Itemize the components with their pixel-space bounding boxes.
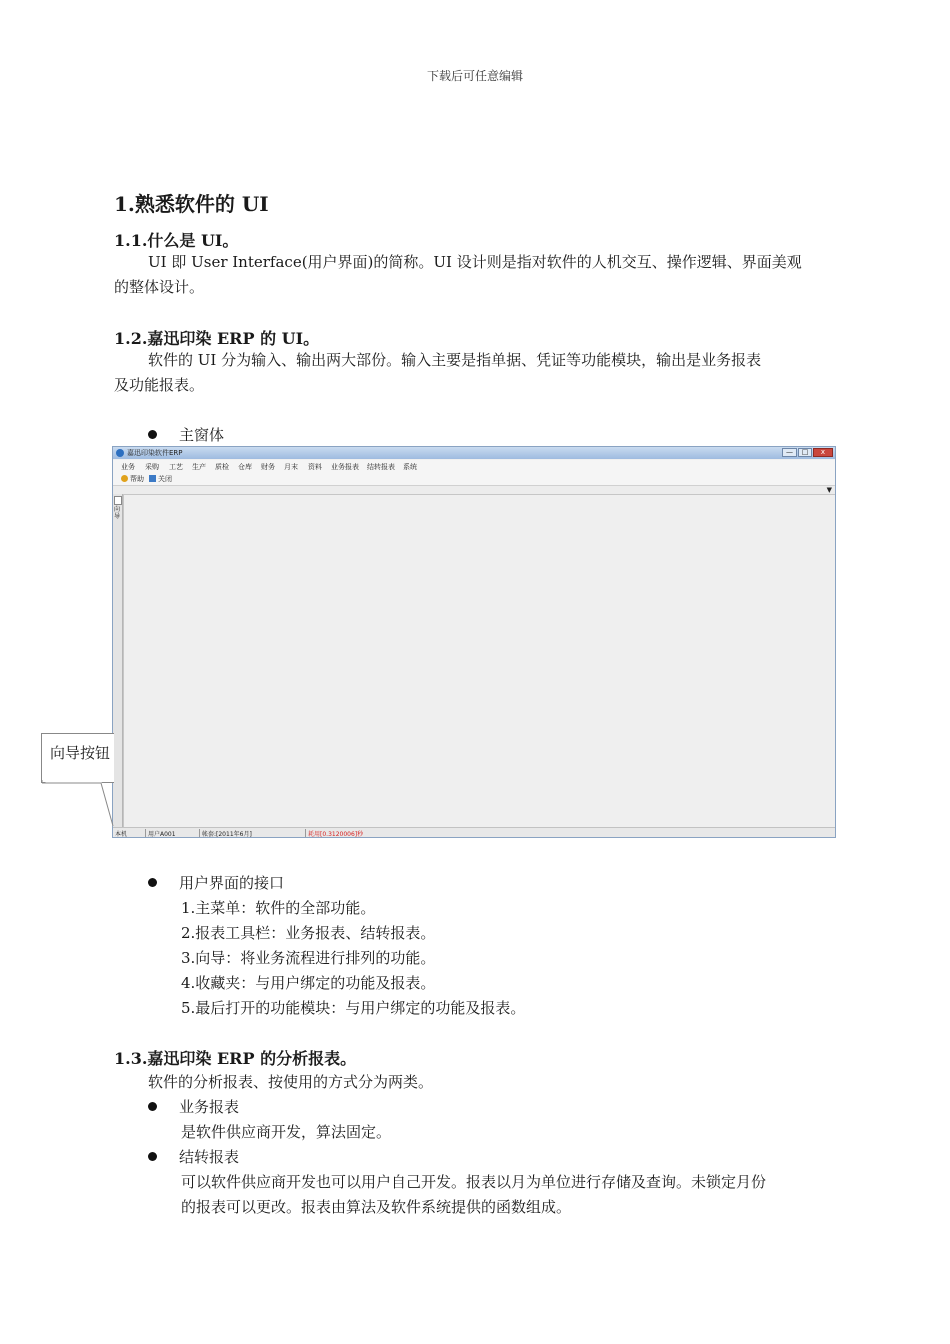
status-user: 用户A001	[145, 829, 176, 838]
wizard-button-callout: 向导按钮	[41, 733, 114, 783]
erp-title-bar	[113, 447, 835, 459]
menu-item-purchase[interactable]: 采购	[145, 463, 159, 471]
section-1-2-line-1: 软件的 UI 分为输入、输出两大部份。输入主要是指单据、凭证等功能模块，输出是业务报表	[148, 351, 762, 369]
erp-main-menu	[113, 460, 835, 471]
interface-item: 1.主菜单：软件的全部功能。	[181, 899, 376, 917]
page-header-note: 下载后可任意编辑	[426, 69, 523, 83]
wizard-tab-label: 向导	[114, 506, 121, 520]
bullet-interface-label: 用户界面的接口	[179, 874, 285, 892]
exit-button[interactable]	[149, 474, 172, 484]
erp-window-title: 嘉迅印染软件ERP	[127, 449, 183, 457]
app-logo-icon	[116, 449, 124, 457]
business-reports-desc: 是软件供应商开发，算法固定。	[181, 1123, 392, 1141]
menu-item-warehouse[interactable]: 仓库	[238, 463, 252, 471]
status-elapsed-time: 耗用[0.3120006]秒	[305, 829, 363, 838]
menu-item-process[interactable]: 工艺	[169, 463, 183, 471]
section-1-3-intro: 软件的分析报表、按使用的方式分为两类。	[148, 1073, 434, 1091]
bullet-dot-icon	[148, 1152, 157, 1161]
exit-button-label: 关闭	[158, 475, 172, 483]
menu-item-quality[interactable]: 质检	[215, 463, 229, 471]
bullet-dot-icon	[148, 430, 157, 439]
bullet-carryover-reports	[148, 1145, 239, 1170]
interface-item: 3.向导：将业务流程进行排列的功能。	[181, 949, 436, 967]
section-1-2-body	[114, 348, 836, 398]
maximize-button[interactable]: □	[798, 448, 812, 457]
bullet-business-reports	[148, 1095, 239, 1120]
menu-item-business[interactable]: 业务	[121, 463, 135, 471]
collapse-arrow-icon[interactable]: ▼	[826, 486, 832, 494]
section-1-2-line-2: 及功能报表。	[114, 376, 205, 394]
carryover-desc-line-2: 的报表可以更改。报表由算法及软件系统提供的函数组成。	[181, 1198, 572, 1216]
bullet-carryover-label: 结转报表	[179, 1148, 240, 1166]
menu-item-month-end[interactable]: 月末	[284, 463, 298, 471]
bullet-interface	[148, 871, 284, 896]
help-button-label: 帮助	[130, 475, 144, 483]
section-1-1-line-1: UI 即 User Interface(用户界面)的简称。UI 设计则是指对软件的人机交互、操作逻辑、界面美观	[148, 253, 802, 271]
bullet-main-window	[148, 423, 224, 448]
wizard-icon	[114, 496, 122, 505]
bullet-main-window-label: 主窗体	[179, 426, 225, 444]
help-icon	[121, 475, 128, 482]
bullet-dot-icon	[148, 1102, 157, 1111]
menu-item-system[interactable]: 系统	[403, 463, 417, 471]
menu-item-production[interactable]: 生产	[192, 463, 206, 471]
section-1-heading: 1.熟悉软件的 UI	[114, 192, 269, 216]
exit-icon	[149, 475, 156, 482]
help-button[interactable]	[121, 474, 144, 484]
interface-item: 2.报表工具栏：业务报表、结转报表。	[181, 924, 436, 942]
minimize-button[interactable]: —	[782, 448, 797, 457]
bullet-dot-icon	[148, 878, 157, 887]
interface-item: 5.最后打开的功能模块：与用户绑定的功能及报表。	[181, 999, 526, 1017]
carryover-desc-line-1: 可以软件供应商开发也可以用户自己开发。报表以月为单位进行存储及查询。未锁定月份	[181, 1173, 767, 1191]
wizard-side-tab[interactable]	[113, 494, 123, 829]
report-toolbar-strip	[113, 486, 835, 494]
erp-toolbar	[113, 471, 835, 486]
bullet-business-label: 业务报表	[179, 1098, 240, 1116]
menu-item-finance[interactable]: 财务	[261, 463, 275, 471]
erp-status-bar	[113, 827, 835, 837]
erp-main-window	[112, 446, 836, 838]
section-1-1-body	[114, 250, 836, 300]
interface-item: 4.收藏夹：与用户绑定的功能及报表。	[181, 974, 436, 992]
carryover-reports-desc	[181, 1170, 836, 1220]
callout-pointer	[41, 780, 115, 830]
section-1-1-line-2: 的整体设计。	[114, 278, 205, 296]
menu-item-carryover-reports[interactable]: 结转报表	[367, 463, 395, 471]
menu-item-data[interactable]: 资料	[308, 463, 322, 471]
erp-workspace	[123, 494, 835, 830]
status-server: 本机	[115, 831, 128, 838]
section-1-1-heading: 1.1.什么是 UI。	[114, 231, 239, 250]
section-1-3-heading: 1.3.嘉迅印染 ERP 的分析报表。	[114, 1049, 357, 1068]
interface-list	[181, 896, 836, 1021]
status-period: 帐套:[2011年6月]	[199, 829, 252, 838]
close-window-button[interactable]: x	[813, 448, 833, 457]
section-1-2-heading: 1.2.嘉迅印染 ERP 的 UI。	[114, 329, 320, 348]
menu-item-business-reports[interactable]: 业务报表	[331, 463, 359, 471]
